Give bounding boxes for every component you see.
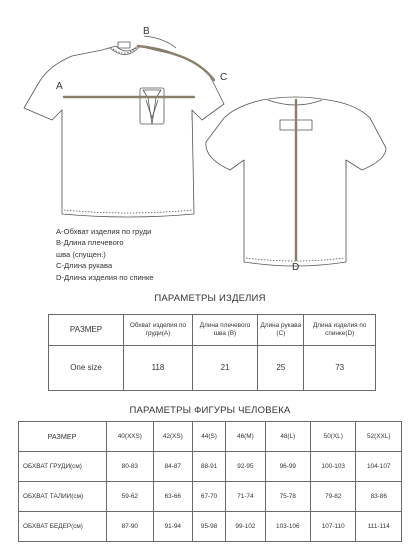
table-row xyxy=(19,482,402,512)
table-cell: 91-94 xyxy=(153,512,192,542)
table-cell: ОБХВАТ ГРУДИ(см) xyxy=(19,452,107,482)
table-row xyxy=(19,452,402,482)
table-header-cell: Обхват изделия по груди(A) xyxy=(124,315,193,346)
table-header-cell: 46(M) xyxy=(226,422,265,452)
table-cell: 92-95 xyxy=(226,452,265,482)
marker-b: B xyxy=(143,26,150,37)
body-params-table xyxy=(18,421,402,542)
measurement-legend xyxy=(56,226,154,283)
table-cell: 73 xyxy=(304,346,376,391)
table-header-row xyxy=(19,422,402,452)
table-cell: 83-86 xyxy=(356,482,402,512)
table-cell: 99-102 xyxy=(226,512,265,542)
legend-line: D-Длина изделия по спинке xyxy=(56,272,154,282)
measure-arc-b xyxy=(144,36,176,48)
table-cell: 95-98 xyxy=(192,512,225,542)
table-cell: 103-106 xyxy=(265,512,310,542)
table-cell: 80-83 xyxy=(107,452,154,482)
table-cell: 104-107 xyxy=(356,452,402,482)
table-cell: 111-114 xyxy=(356,512,402,542)
legend-line: A-Обхват изделия по груди xyxy=(56,227,152,236)
table-cell: 25 xyxy=(258,346,304,391)
measure-line-c xyxy=(174,54,214,80)
tshirt-front-drawing xyxy=(24,42,224,217)
marker-d: D xyxy=(292,262,300,273)
legend-line: C-Длина рукава xyxy=(56,261,113,271)
table-cell: 100-103 xyxy=(311,452,356,482)
table-header-cell: РАЗМЕР xyxy=(49,315,124,346)
table-header-cell: 50(XL) xyxy=(311,422,356,452)
table-cell: ОБХВАТ ТАЛИИ(см) xyxy=(19,482,107,512)
table-cell: 75-78 xyxy=(265,482,310,512)
body-params-title: ПАРАМЕТРЫ ФИГУРЫ ЧЕЛОВЕКА xyxy=(129,405,291,416)
table-header-cell: Длина рукава (C) xyxy=(258,315,304,346)
table-header-cell: Длина изделия по спинке(D) xyxy=(304,315,376,346)
table-cell: 71-74 xyxy=(226,482,265,512)
table-cell: 118 xyxy=(124,346,193,391)
table-header-cell: 40(XXS) xyxy=(107,422,154,452)
legend-line: шва (спущен.) xyxy=(56,249,106,259)
table-header-cell: 52(XXL) xyxy=(356,422,402,452)
measure-line-b xyxy=(138,46,174,54)
table-header-cell: РАЗМЕР xyxy=(19,422,107,452)
table-cell: 59-62 xyxy=(107,482,154,512)
product-params-table xyxy=(48,314,376,391)
table-row xyxy=(49,346,376,391)
legend-line: B-Длина плечевого xyxy=(56,238,124,248)
marker-a: A xyxy=(56,81,63,92)
table-cell: 63-66 xyxy=(153,482,192,512)
table-cell: 96-99 xyxy=(265,452,310,482)
table-cell: 88-91 xyxy=(192,452,225,482)
table-row xyxy=(19,512,402,542)
table-header-cell: 44(S) xyxy=(192,422,225,452)
table-cell: One size xyxy=(49,346,124,391)
table-header-row xyxy=(49,315,376,346)
table-header-cell: 48(L) xyxy=(265,422,310,452)
table-cell: ОБХВАТ БЕДЕР(см) xyxy=(19,512,107,542)
product-params-title: ПАРАМЕТРЫ ИЗДЕЛИЯ xyxy=(154,293,266,304)
table-header-cell: Длина плечевого шва (B) xyxy=(192,315,257,346)
table-cell: 67-70 xyxy=(192,482,225,512)
marker-c: C xyxy=(220,72,228,83)
table-cell: 87-90 xyxy=(107,512,154,542)
table-cell: 84-87 xyxy=(153,452,192,482)
table-cell: 107-110 xyxy=(311,512,356,542)
table-cell: 21 xyxy=(192,346,257,391)
table-cell: 79-82 xyxy=(311,482,356,512)
table-header-cell: 42(XS) xyxy=(153,422,192,452)
